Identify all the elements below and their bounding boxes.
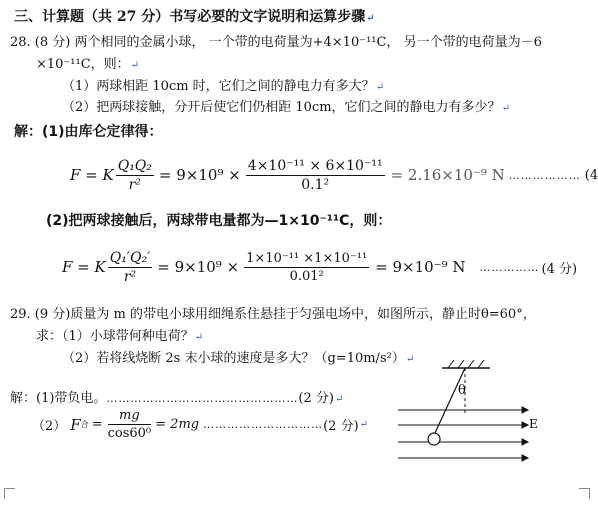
paragraph-mark: ↵ [366,13,375,24]
q28-solution-intro: 解：(1)由库仑定律得： [14,124,163,140]
q28-sub1: （1）两球相距 10cm 时，它们之间的静电力有多大？ [62,79,375,94]
q29-sub2: （2）若将线烧断 2s 末小球的速度是多大？（g=10m/s²） [62,351,405,366]
eq1-score: (4 [584,167,598,183]
field-label: E [529,417,538,431]
eq2-score: (4 分) [541,261,578,277]
eq1-rhs: = 2.16×10⁻⁹ N [390,166,505,184]
page-corner-right [579,488,590,499]
q29-answer-1-dots: ………………………………………… [106,392,299,405]
q29-stem-line2: 求：（1）小球带何种电荷？ [36,329,194,344]
eq2-rhs: = 9×10⁻⁹ N [375,258,466,276]
electric-field-diagram [390,358,540,470]
string [435,368,465,433]
eq2-lhs: F = K [62,258,106,276]
eq1-fraction-2: $\frac{\text{4×10⁻¹¹ × 6×10⁻¹¹}}{\text{0.1²}}$ [247,157,383,193]
eq2-fraction-2: $\frac{\text{1×10⁻¹¹ ×1×10⁻¹¹}}{\text{0.01²}}$ [246,250,368,284]
q29-answer-2-score: (2 分) [323,419,359,434]
q29-answer-2-rhs: = 2mg [155,417,200,432]
q29-answer-2-dots: ………………………… [203,418,324,431]
q28-sub2: （2）把两球接触，分开后使它们仍相距 10cm，它们之间的静电力有多少？ [62,100,501,115]
ceiling-hatching [448,360,484,368]
q29-answer-1: 解：(1)带负电。 [10,391,107,406]
equation-1 [70,150,598,200]
q28-solution-2: (2)把两球接触后，两球带电量都为—1×10⁻¹¹C，则： [46,213,392,229]
section-title: 三、计算题（共 27 分）书写必要的文字说明和运算步骤 [14,9,366,25]
eq2-dots: …………… [479,260,540,274]
q29-answer-1-score: (2 分) [298,391,334,406]
q28-stem-line2: ×10⁻¹¹C，则： [36,57,130,72]
eq1-dots: ……………… [508,168,581,182]
eq2-fraction-1: $\frac{\text{Q₁′Q₂′}}{\text{r²}}$ [109,249,151,285]
field-lines [398,407,528,461]
q29-stem-line1: 29. (9 分)质量为 m 的带电小球用细绳系住悬挂于匀强电场中，如图所示，静止时θ=60°， [10,307,536,322]
eq1-mid: = 9×10⁹ × [158,166,241,184]
eq1-fraction-1: $\frac{\text{Q₁Q₂}}{\text{r²}}$ [117,157,152,193]
q29-answer-2-sub: 合 [80,420,89,429]
q29-answer-2-fraction: $\frac{mg}{\text{cos60⁰}}$ [107,408,152,441]
equation-2 [62,242,577,292]
q29-answer-2-F: F [70,415,81,434]
theta-label: θ [458,383,466,398]
eq2-mid: = 9×10⁹ × [157,258,240,276]
eq1-lhs: F = K [70,166,114,184]
page-corner-left [4,488,15,499]
q29-answer-2-label: （2） [32,419,67,434]
charged-ball [428,433,440,445]
q29-answer-2: （2） F 合 = $\frac{mg}{\text{cos60⁰}}$ = 2mg ………………………… (2 分) ↵ [32,408,369,441]
q28-stem-line1: 28. (8 分) 两个相同的金属小球， 一个带的电荷量为+4×10⁻¹¹C， 另一个带的电荷量为－6 [10,35,542,50]
